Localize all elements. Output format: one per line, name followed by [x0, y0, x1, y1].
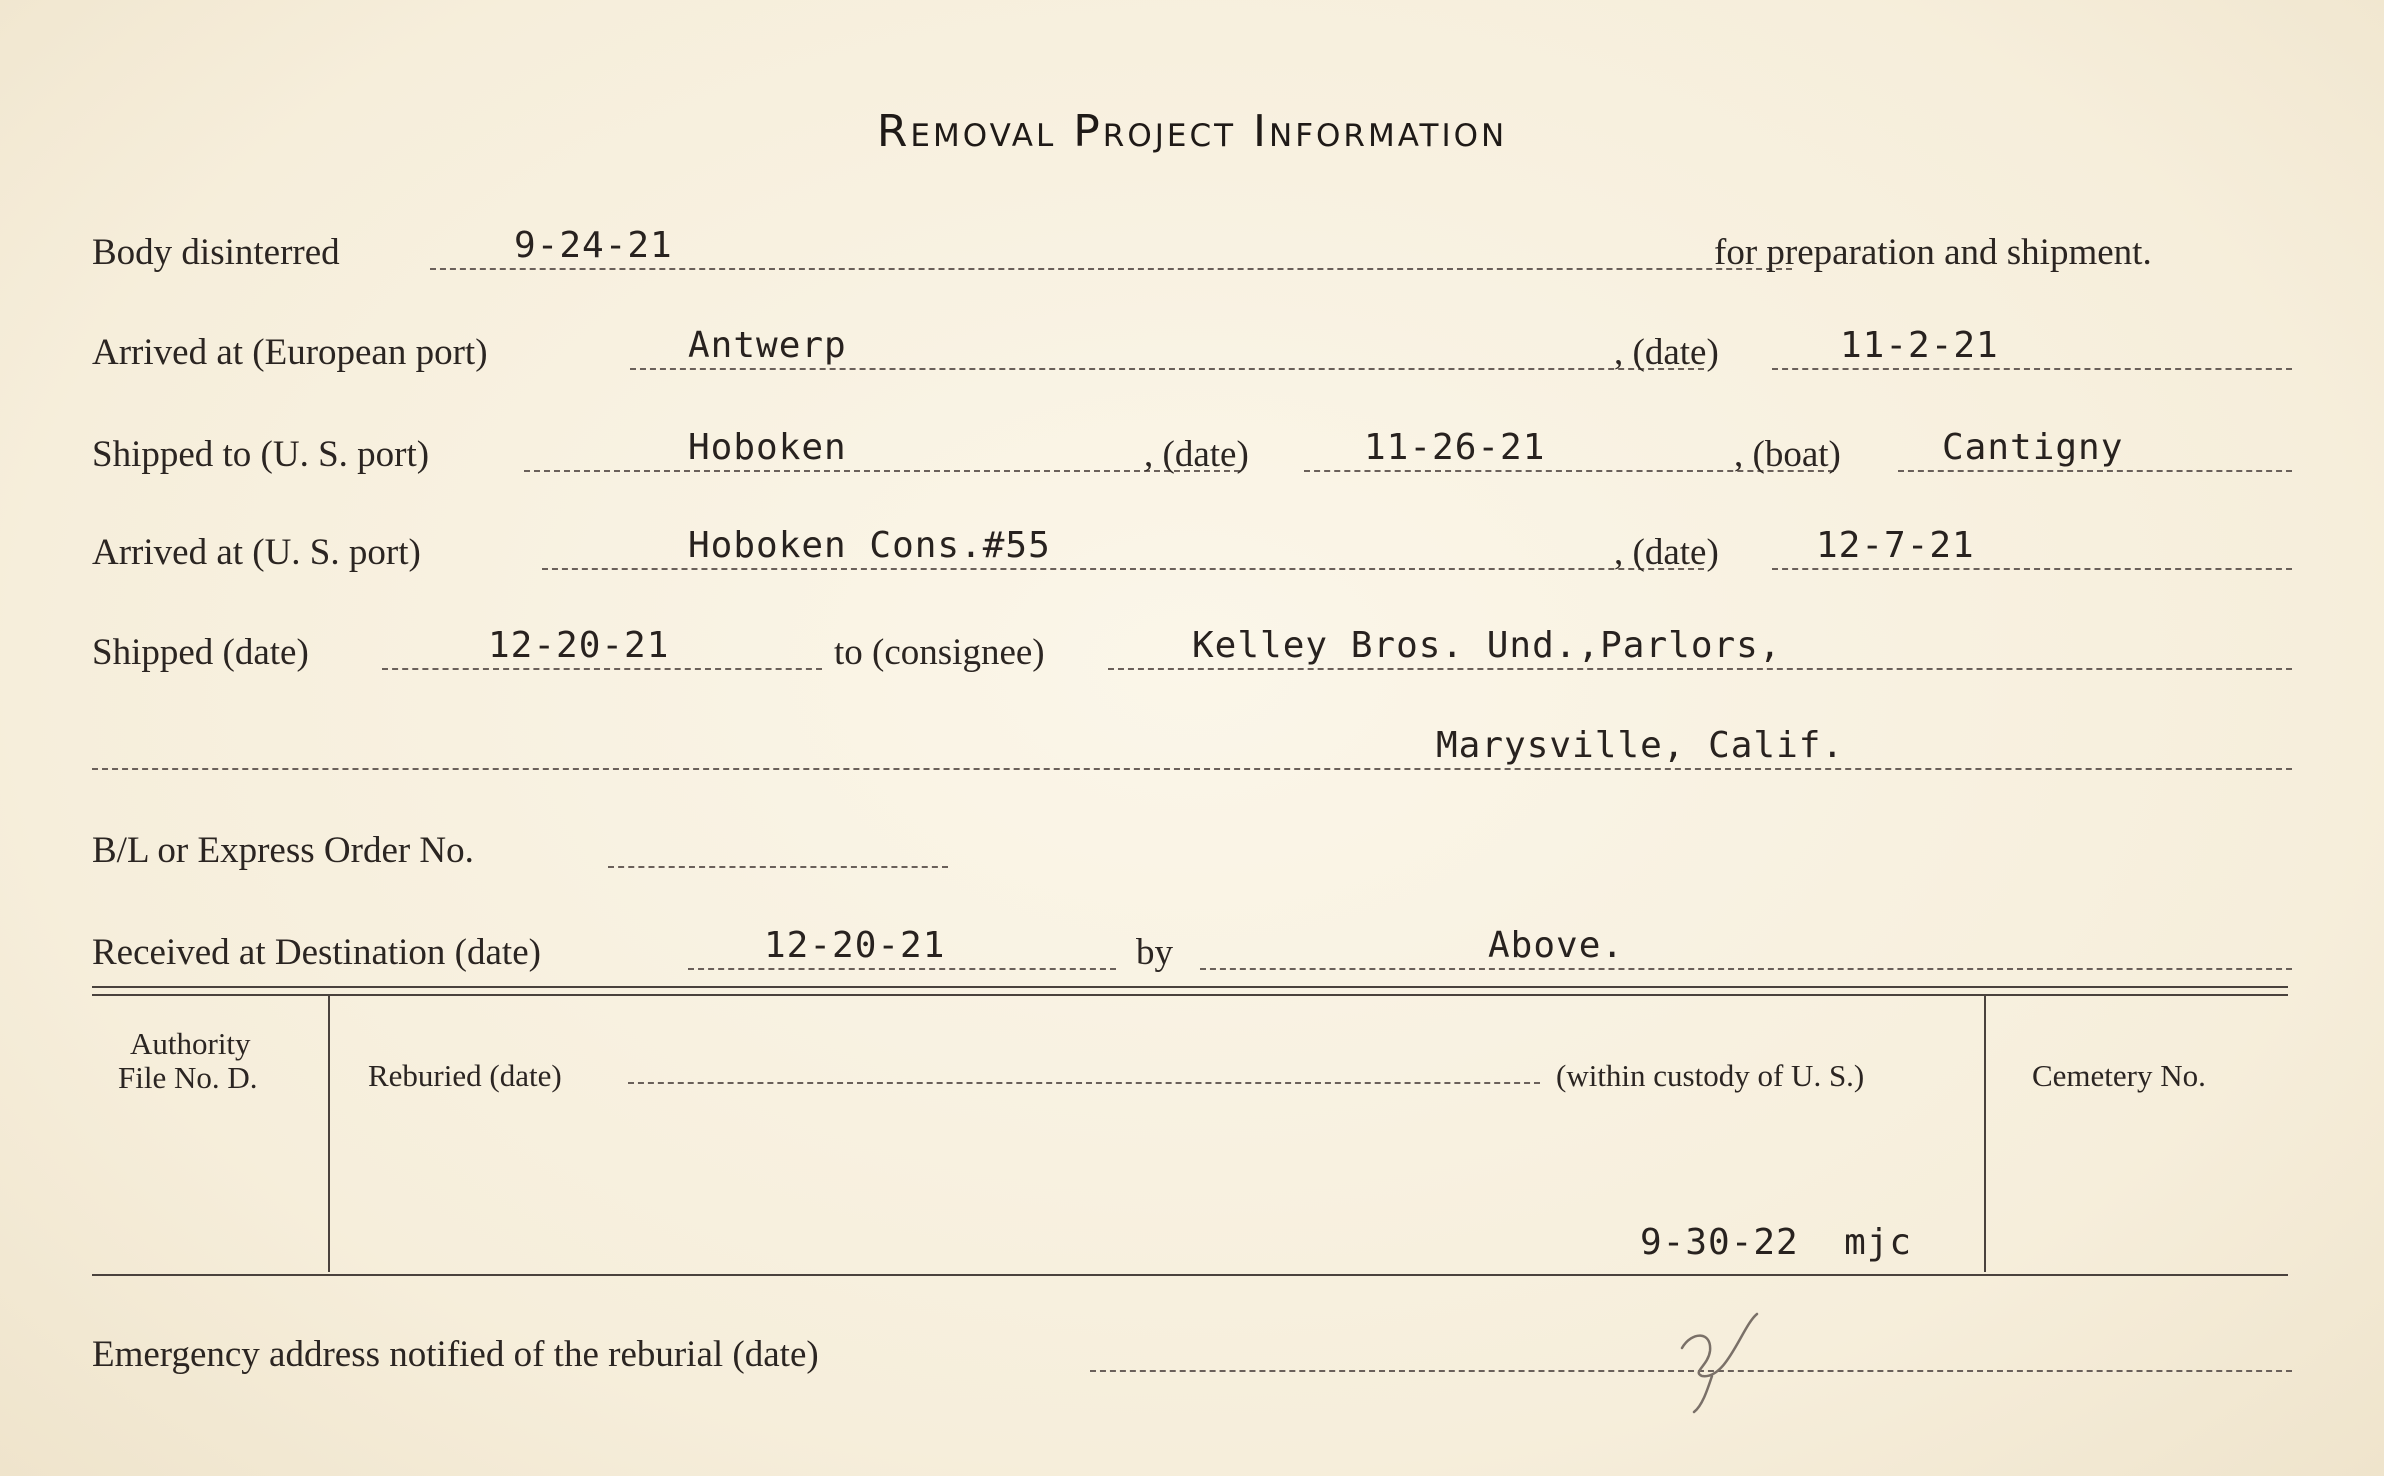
reburial-stamp: 9-30-22 mjc	[1640, 1222, 1913, 1263]
arrived-us-date-label: , (date)	[1614, 532, 1719, 573]
shipped-us-boat: Cantigny	[1942, 427, 2124, 468]
arrived-us-line	[542, 568, 1704, 570]
consignee-label: to (consignee)	[834, 632, 1045, 673]
body-disinterred-label: Body disinterred	[92, 232, 340, 273]
body-disinterred-value: 9-24-21	[514, 225, 673, 266]
received-label: Received at Destination (date)	[92, 932, 541, 973]
emergency-row	[92, 1320, 2292, 1380]
received-row	[92, 918, 2292, 978]
arrived-european-date-line	[1772, 368, 2292, 370]
received-by-label: by	[1136, 932, 1173, 973]
bl-order-row	[92, 816, 2292, 876]
arrived-us-date: 12-7-21	[1816, 525, 1975, 566]
reburied-line	[628, 1082, 1540, 1084]
arrived-european-value: Antwerp	[688, 325, 847, 366]
shipped-us-line	[524, 470, 1240, 472]
custody-label: (within custody of U. S.)	[1556, 1058, 1865, 1093]
arrived-european-line	[630, 368, 1704, 370]
arrived-us-row	[92, 518, 2292, 578]
shipped-us-boat-line	[1898, 470, 2292, 472]
consignee-line2-row	[92, 718, 2292, 778]
body-disinterred-suffix: for preparation and shipment.	[1714, 232, 2152, 273]
received-value: 12-20-21	[764, 925, 946, 966]
shipped-date-line	[382, 668, 822, 670]
page-title: Removal Project Information	[876, 106, 1508, 157]
arrived-european-row	[92, 318, 2292, 378]
body-disinterred-row	[92, 218, 2292, 278]
table-divider-right	[1984, 996, 1986, 1272]
cemetery-label: Cemetery No.	[2032, 1058, 2206, 1093]
authority-label: Authority	[130, 1026, 251, 1061]
shipped-us-row	[92, 420, 2292, 480]
consignee-value: Kelley Bros. Und.,Parlors,	[1192, 625, 1782, 666]
shipped-us-date: 11-26-21	[1364, 427, 1546, 468]
table-top-rule	[92, 986, 2288, 996]
arrived-us-value: Hoboken Cons.#55	[688, 525, 1051, 566]
emergency-label: Emergency address notified of the reburial (date)	[92, 1334, 819, 1375]
shipped-us-label: Shipped to (U. S. port)	[92, 434, 430, 475]
shipped-date-label: Shipped (date)	[92, 632, 309, 673]
consignee-line2-line	[92, 768, 2292, 770]
arrived-european-date: 11-2-21	[1840, 325, 1999, 366]
shipped-us-boat-label: , (boat)	[1734, 434, 1841, 475]
consignee-line2-value: Marysville, Calif.	[1436, 725, 1845, 766]
handwritten-mark-icon	[1672, 1306, 1762, 1416]
received-line	[688, 968, 1116, 970]
bl-order-label: B/L or Express Order No.	[92, 830, 474, 871]
table-bottom-rule	[92, 1274, 2288, 1276]
arrived-us-date-line	[1772, 568, 2292, 570]
shipped-date-row	[92, 618, 2292, 678]
table-divider-left	[328, 996, 330, 1272]
body-disinterred-line	[430, 268, 1792, 270]
arrived-european-label: Arrived at (European port)	[92, 332, 488, 373]
reburied-label: Reburied (date)	[368, 1058, 562, 1093]
shipped-date-value: 12-20-21	[488, 625, 670, 666]
arrived-us-label: Arrived at (U. S. port)	[92, 532, 421, 573]
consignee-line	[1108, 668, 2292, 670]
arrived-european-date-label: , (date)	[1614, 332, 1719, 373]
shipped-us-date-label: , (date)	[1144, 434, 1249, 475]
shipped-us-value: Hoboken	[688, 427, 847, 468]
received-by-value: Above.	[1488, 925, 1625, 966]
file-no-label: File No. D.	[118, 1060, 258, 1095]
bl-order-line	[608, 866, 948, 868]
received-by-line	[1200, 968, 2292, 970]
